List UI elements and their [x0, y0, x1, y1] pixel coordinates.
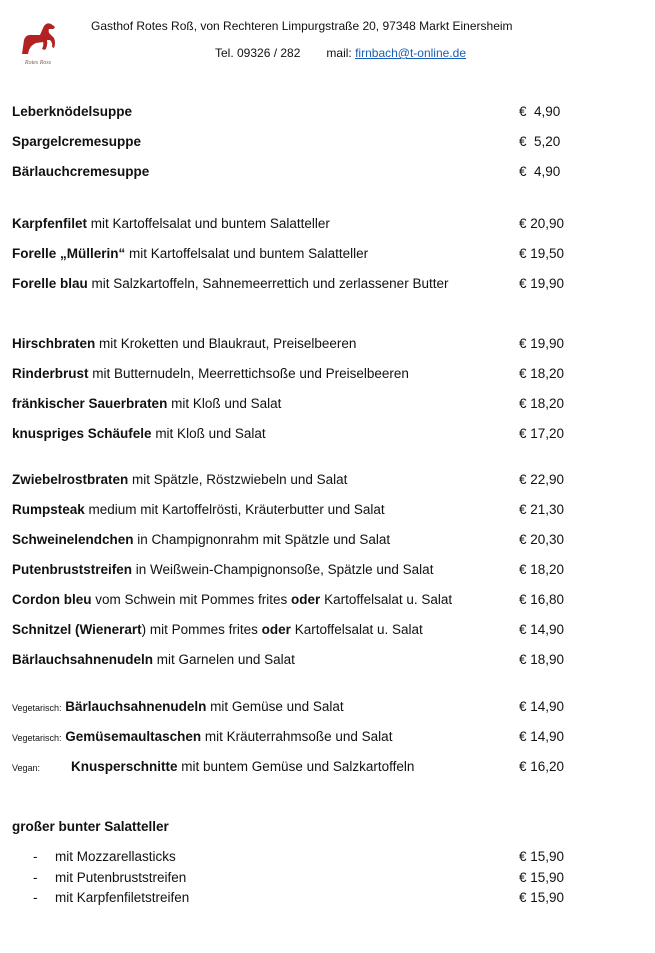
- menu-price: € 20,30: [519, 532, 565, 547]
- menu-item: Vegetarisch: Bärlauchsahnenudeln mit Gemüse und Salat: [12, 699, 344, 714]
- salad-option: mit Karpfenfiletstreifen: [55, 890, 190, 905]
- menu-item: Schweinelendchen in Champignonrahm mit Spätzle und Salat: [12, 532, 391, 547]
- menu-price: € 18,90: [519, 652, 565, 667]
- menu-price: € 5,20: [519, 134, 561, 149]
- bullet-dash: -: [33, 870, 38, 885]
- salad-option: mit Putenbruststreifen: [55, 870, 187, 885]
- menu-price: € 15,90: [519, 890, 565, 905]
- menu-item: Rinderbrust mit Butternudeln, Meerrettichsoße und Preiselbeeren: [12, 366, 409, 381]
- menu-item: Spargelcremesuppe: [12, 134, 142, 149]
- menu-price: € 15,90: [519, 870, 565, 885]
- menu-price: € 14,90: [519, 699, 565, 714]
- contact-line: [215, 46, 466, 60]
- mail-label: mail:: [326, 46, 352, 60]
- menu-item: Forelle blau mit Salzkartoffeln, Sahnemeerrettich und zerlassener Butter: [12, 276, 449, 291]
- menu-item: Cordon bleu vom Schwein mit Pommes frites oder Kartoffelsalat u. Salat: [12, 592, 453, 607]
- menu-price: € 19,90: [519, 276, 565, 291]
- menu-price: € 18,20: [519, 396, 565, 411]
- menu-item: Rumpsteak medium mit Kartoffelrösti, Kräuterbutter und Salat: [12, 502, 385, 517]
- menu-price: € 4,90: [519, 104, 561, 119]
- menu-price: € 18,20: [519, 562, 565, 577]
- svg-text:Rotes Ross: Rotes Ross: [24, 60, 52, 66]
- menu-item: Forelle „Müllerin“ mit Kartoffelsalat und buntem Salatteller: [12, 246, 369, 261]
- menu-price: € 18,20: [519, 366, 565, 381]
- bullet-dash: -: [33, 890, 38, 905]
- logo: [14, 18, 62, 66]
- diet-tag: Vegan:: [12, 763, 41, 773]
- bullet-dash: -: [33, 849, 38, 864]
- salad-option: mit Mozzarellasticks: [55, 849, 176, 864]
- salad-title: großer bunter Salatteller: [12, 819, 169, 834]
- address-line: Gasthof Rotes Roß, von Rechteren Limpurgstraße 20, 97348 Markt Einersheim: [91, 19, 513, 33]
- menu-price: € 14,90: [519, 622, 565, 637]
- menu-price: € 14,90: [519, 729, 565, 744]
- menu-price: € 15,90: [519, 849, 565, 864]
- menu-item: fränkischer Sauerbraten mit Kloß und Salat: [12, 396, 282, 411]
- menu-item: Vegetarisch: Gemüsemaultaschen mit Kräuterrahmsoße und Salat: [12, 729, 393, 744]
- telephone: Tel. 09326 / 282: [215, 46, 301, 60]
- menu-price: € 19,50: [519, 246, 565, 261]
- menu-item: Karpfenfilet mit Kartoffelsalat und buntem Salatteller: [12, 216, 330, 231]
- horse-logo-icon: [14, 18, 62, 66]
- menu-item: Putenbruststreifen in Weißwein-Champignonsoße, Spätzle und Salat: [12, 562, 434, 577]
- menu-price: € 21,30: [519, 502, 565, 517]
- menu-price: € 16,20: [519, 759, 565, 774]
- menu-price: € 20,90: [519, 216, 565, 231]
- menu-price: € 4,90: [519, 164, 561, 179]
- diet-tag: Vegetarisch:: [12, 733, 62, 743]
- menu-item: Vegan: Knusperschnitte mit buntem Gemüse und Salzkartoffeln: [12, 759, 415, 774]
- menu-item: Bärlauchcremesuppe: [12, 164, 150, 179]
- menu-item: Hirschbraten mit Kroketten und Blaukraut, Preiselbeeren: [12, 336, 357, 351]
- menu-item: knuspriges Schäufele mit Kloß und Salat: [12, 426, 266, 441]
- menu-item: Leberknödelsuppe: [12, 104, 133, 119]
- menu-price: € 17,20: [519, 426, 565, 441]
- menu-price: € 22,90: [519, 472, 565, 487]
- menu-item: Bärlauchsahnenudeln mit Garnelen und Salat: [12, 652, 295, 667]
- menu-item: Zwiebelrostbraten mit Spätzle, Röstzwiebeln und Salat: [12, 472, 348, 487]
- diet-tag: Vegetarisch:: [12, 703, 62, 713]
- email-link[interactable]: firnbach@t-online.de: [355, 46, 467, 60]
- menu-price: € 19,90: [519, 336, 565, 351]
- menu-price: € 16,80: [519, 592, 565, 607]
- menu-item: Schnitzel (Wienerart) mit Pommes frites oder Kartoffelsalat u. Salat: [12, 622, 423, 637]
